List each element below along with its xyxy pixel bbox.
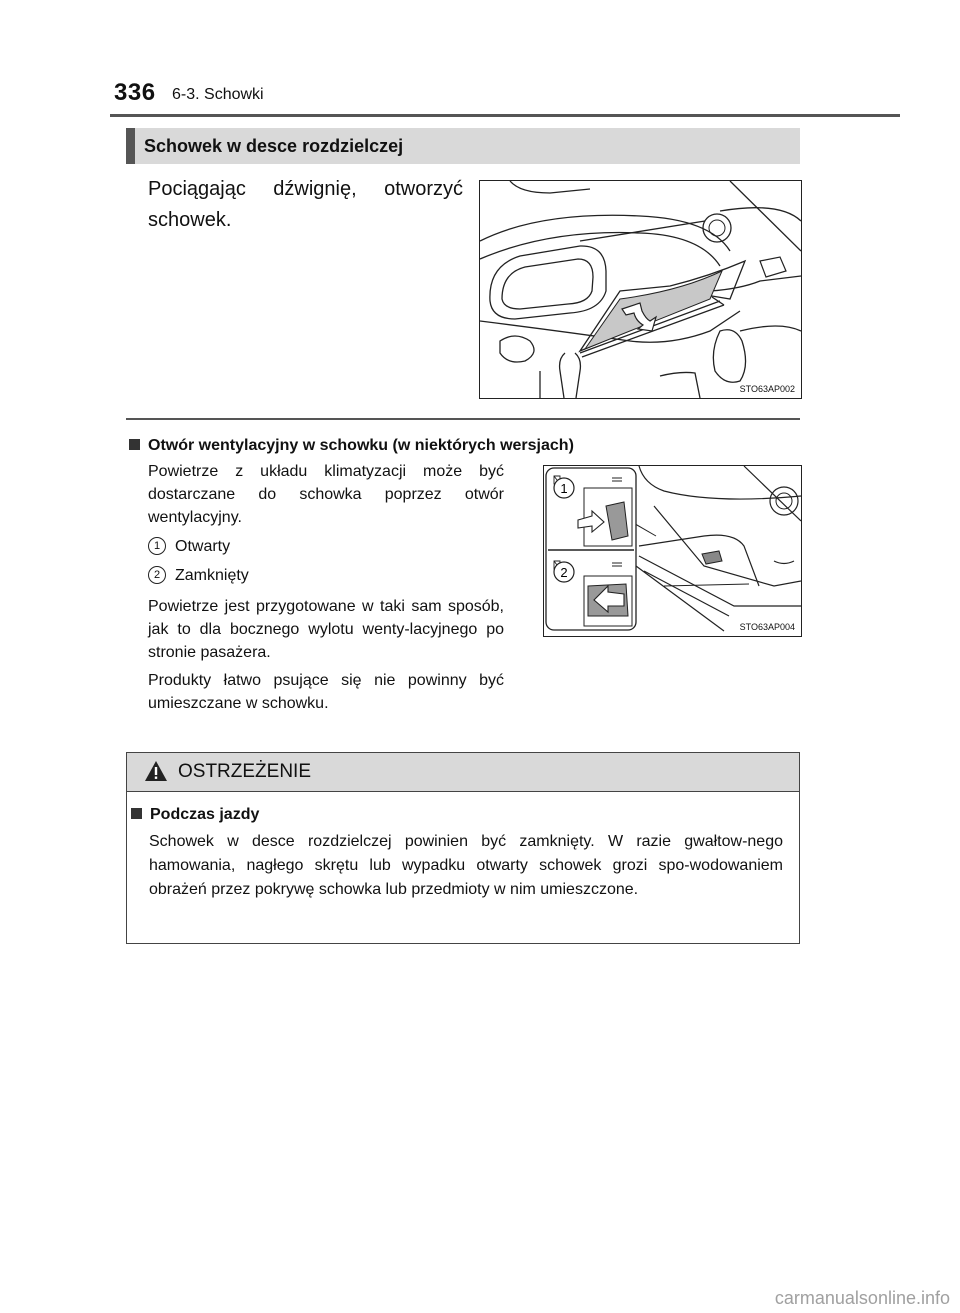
warning-title: OSTRZEŻENIE [178, 761, 312, 782]
figure-code: STO63AP004 [739, 622, 795, 632]
intro-text: Pociągając dźwignię, otworzyć schowek. [148, 178, 463, 231]
vent-heading-text: Otwór wentylacyjny w schowku (w niektórych wersjach) [148, 437, 574, 454]
vent-item-label: Zamknięty [175, 567, 249, 584]
vent-item-open [148, 537, 230, 556]
svg-text:1: 1 [560, 481, 568, 496]
dashboard-drawing [480, 181, 801, 398]
vent-illustration [543, 465, 802, 637]
vent-drawing [544, 466, 801, 636]
glove-box-illustration [479, 180, 802, 399]
warning-header [127, 753, 799, 792]
number-circle-icon: 2 [148, 566, 166, 584]
vent-heading [129, 437, 574, 455]
section-tab-marker [126, 128, 135, 164]
section-divider [126, 418, 800, 420]
vent-item-label: Otwarty [175, 538, 231, 555]
header-rule [110, 114, 900, 117]
page-number: 336 [114, 79, 156, 106]
number-circle-icon: 1 [148, 537, 166, 555]
callout-1 [554, 478, 574, 498]
watermark: carmanualsonline.info [774, 1288, 950, 1308]
figure-code: STO63AP002 [739, 384, 795, 394]
warning-box [126, 752, 800, 944]
square-bullet-icon [129, 439, 140, 450]
warning-triangle-icon [144, 759, 168, 783]
vent-item-closed [148, 566, 249, 585]
svg-text:2: 2 [560, 565, 568, 580]
section-title-bar [126, 128, 800, 164]
section-title: Schowek w desce rozdzielczej [144, 136, 404, 156]
callout-2 [554, 562, 574, 582]
warning-subheading [131, 806, 259, 824]
running-header: 6-3. Schowki [172, 86, 264, 103]
warning-subheading-text: Podczas jazdy [150, 806, 260, 823]
vent-paragraph-2: Powietrze jest przygotowane w taki sam sposób, jak to dla bocznego wylotu wenty-lacyjnego po stronie pasażera. [148, 598, 504, 661]
square-bullet-icon [131, 808, 142, 819]
warning-text: Schowek w desce rozdzielczej powinien być zamknięty. W razie gwałtow-nego hamowania, nagłego skrętu lub wypadku otwarty schowek grozi spo-wodowaniem obrażeń przez pokrywę schowka lub przedmioty w nim umieszczone. [149, 833, 783, 898]
vent-paragraph-1: Powietrze z układu klimatyzacji może być dostarczane do schowka poprzez otwór wentylacyjny. [148, 463, 504, 526]
vent-paragraph-3: Produkty łatwo psujące się nie powinny być umieszczane w schowku. [148, 672, 504, 712]
